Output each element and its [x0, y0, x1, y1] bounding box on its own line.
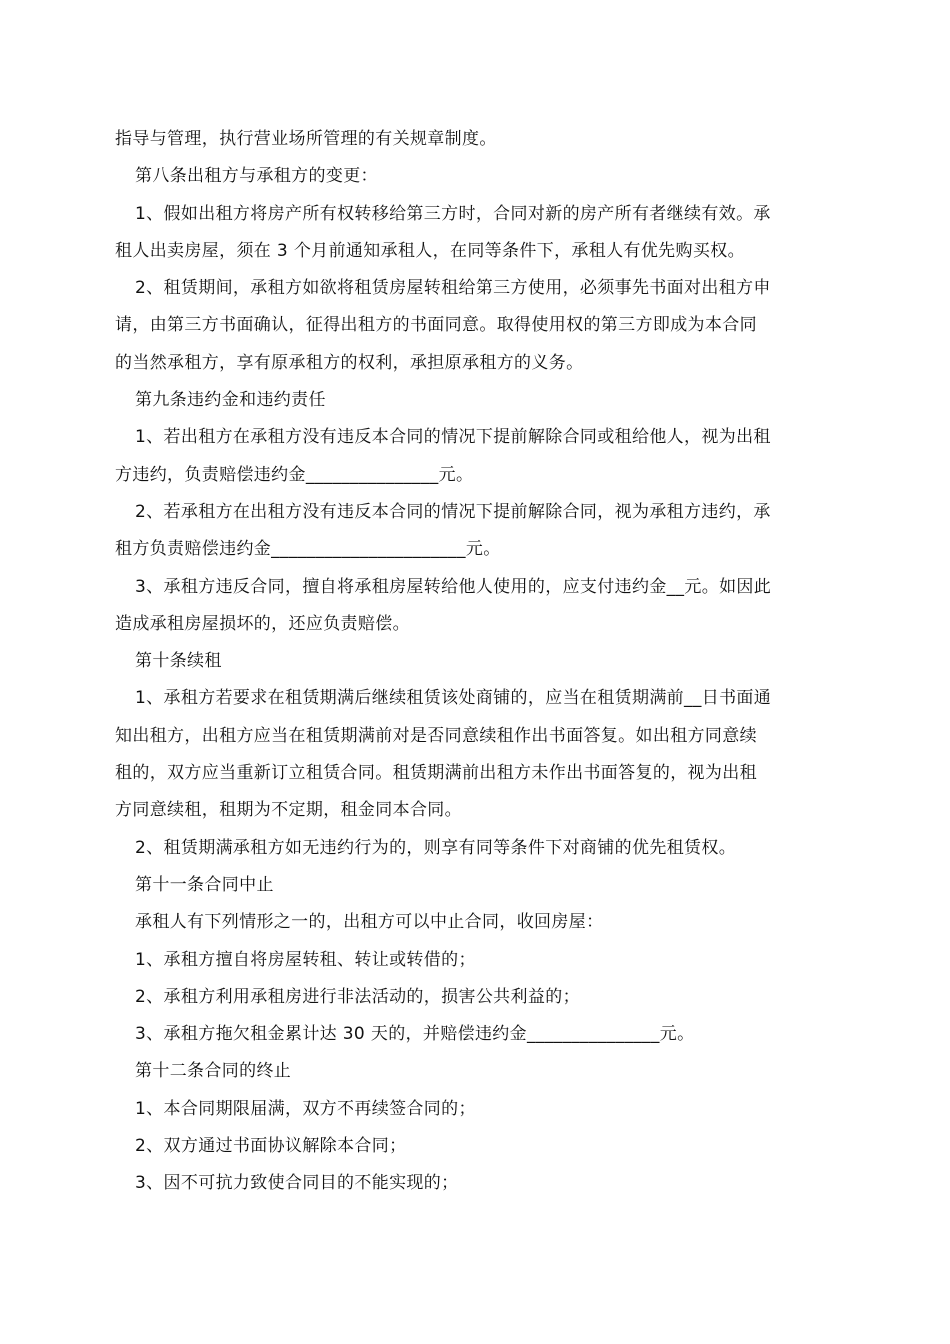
contract-body	[115, 121, 839, 1203]
text-line: 方违约，负责赔偿违约金_______________元。	[115, 464, 474, 485]
section-heading-article-11: 第十一条合同中止	[135, 874, 274, 895]
text-line: 造成承租房屋损坏的，还应负责赔偿。	[115, 613, 410, 634]
text-line: 2、租赁期间，承租方如欲将租赁房屋转租给第三方使用，必须事先书面对出租方申	[135, 278, 771, 299]
text-line: 3、承租方违反合同，擅自将承租房屋转给他人使用的，应支付违约金__元。如因此	[135, 576, 772, 597]
text-line: 指导与管理，执行营业场所管理的有关规章制度。	[115, 129, 497, 149]
text-line: 1、假如出租方将房产所有权转移给第三方时，合同对新的房产所有者继续有效。承	[135, 203, 771, 224]
text-line: 1、承租方若要求在租赁期满后继续租赁该处商铺的，应当在租赁期满前__日书面通	[135, 688, 772, 709]
text-line: 3、因不可抗力致使合同目的不能实现的；	[135, 1173, 459, 1194]
text-line: 知出租方，出租方应当在租赁期满前对是否同意续租作出书面答复。如出租方同意续	[115, 725, 757, 746]
text-line: 租的，双方应当重新订立租赁合同。租赁期满前出租方未作出书面答复的，视为出租	[115, 763, 757, 784]
text-line: 方同意续租，租期为不定期，租金同本合同。	[115, 800, 462, 821]
section-heading-article-12: 第十二条合同的终止	[135, 1061, 292, 1082]
text-line: 租人出卖房屋，须在 3 个月前通知承租人，在同等条件下，承租人有优先购买权。	[115, 240, 745, 261]
section-heading-article-8: 第八条出租方与承租方的变更：	[135, 166, 378, 187]
section-heading-article-9: 第九条违约金和违约责任	[135, 390, 326, 411]
text-line: 2、若承租方在出租方没有违反本合同的情况下提前解除合同，视为承租方违约，承	[135, 501, 771, 522]
text-line: 2、双方通过书面协议解除本合同；	[135, 1136, 407, 1157]
text-line: 承租人有下列情形之一的，出租方可以中止合同，收回房屋：	[135, 912, 604, 933]
text-line: 的当然承租方，享有原承租方的权利，承担原承租方的义务。	[115, 352, 584, 373]
section-heading-article-10: 第十条续租	[135, 651, 222, 672]
text-line: 1、承租方擅自将房屋转租、转让或转借的；	[135, 949, 476, 970]
text-line: 1、本合同期限届满，双方不再续签合同的；	[135, 1098, 476, 1119]
text-line: 请，由第三方书面确认，征得出租方的书面同意。取得使用权的第三方即成为本合同	[115, 315, 757, 336]
text-line: 2、承租方利用承租房进行非法活动的，损害公共利益的；	[135, 986, 580, 1007]
text-line: 租方负责赔偿违约金______________________元。	[115, 539, 501, 560]
text-line: 2、租赁期满承租方如无违约行为的，则享有同等条件下对商铺的优先租赁权。	[135, 837, 737, 858]
text-line: 3、承租方拖欠租金累计达 30 天的，并赔偿违约金_______________元。	[135, 1024, 695, 1045]
text-line: 1、若出租方在承租方没有违反本合同的情况下提前解除合同或租给他人，视为出租	[135, 427, 771, 448]
